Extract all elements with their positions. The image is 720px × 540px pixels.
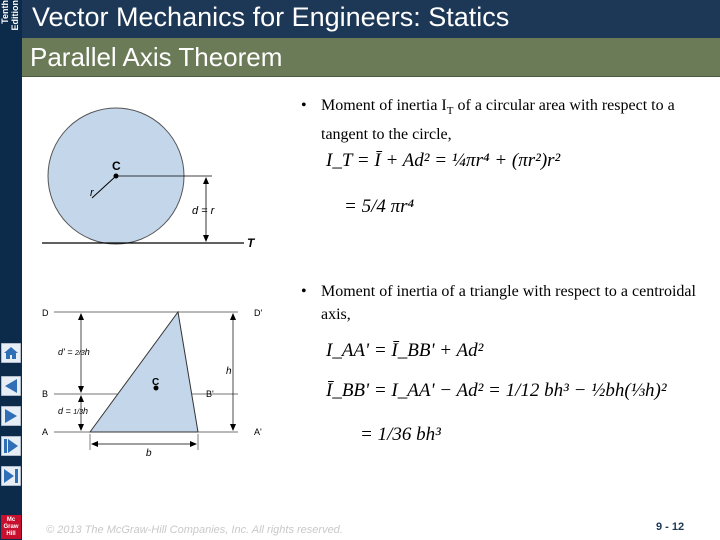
label-base: b <box>146 448 152 458</box>
section-bar <box>22 38 720 77</box>
label-r: r <box>90 187 94 199</box>
label-bp: B' <box>206 389 214 399</box>
logo-text: Mc Graw Hill <box>3 517 19 537</box>
label-d2: d = 1/3h <box>58 406 89 416</box>
label-ap: A' <box>254 427 262 437</box>
bullet-dot: • <box>301 283 307 300</box>
circle-figure <box>36 100 268 252</box>
mcgraw-hill-logo <box>1 515 21 539</box>
bullet-2-text: Moment of inertia of a triangle with respect to a centroidal axis, <box>321 283 696 323</box>
triangle-shape <box>90 312 198 432</box>
bullet-dot: • <box>301 97 307 114</box>
equation-triangle-3: = 1/36 bh³ <box>360 424 441 445</box>
edition-label <box>0 0 22 46</box>
equation-triangle-2: Ī_BB' = I_AA' − Ad² = 1/12 bh³ − ½bh(⅓h)² <box>326 380 667 401</box>
bullet-1-rest: of a circular area with respect to a tangent to the circle, <box>321 97 675 144</box>
label-c: C <box>112 159 121 173</box>
label-d: D <box>42 308 49 318</box>
label-dp: D' <box>254 308 263 318</box>
equation-circle-2: = 5/4 πr⁴ <box>344 196 415 217</box>
bullet-triangle-text <box>301 280 711 326</box>
label-c: C <box>152 377 160 388</box>
title-bar <box>22 0 720 38</box>
section-title: Parallel Axis Theorem <box>30 42 283 72</box>
label-d1: d' = 2/3h <box>58 347 90 357</box>
edition-line-1: Tenth <box>0 0 10 24</box>
label-t: T <box>247 236 255 250</box>
last-icon[interactable] <box>1 466 21 486</box>
bullet-1-sub: T <box>446 105 454 118</box>
edition-line-2: Edition <box>10 0 20 31</box>
equation-circle-1: I_T = Ī + Ad² = ¼πr⁴ + (πr²)r² <box>326 150 561 171</box>
bullet-1-text: Moment of inertia I <box>321 97 447 114</box>
sidebar <box>0 0 22 540</box>
label-a: A <box>42 427 49 437</box>
label-d: d = r <box>192 205 215 217</box>
home-icon[interactable] <box>1 343 21 363</box>
course-title: Vector Mechanics for Engineers: Statics <box>32 2 510 32</box>
copyright: © 2013 The McGraw-Hill Companies, Inc. All rights reserved. <box>46 524 343 536</box>
page-number: 9 - 12 <box>656 521 685 533</box>
triangle-figure <box>38 298 270 458</box>
prev-icon[interactable] <box>1 406 21 426</box>
next-icon[interactable] <box>1 436 21 456</box>
bullet-circle-text <box>301 94 705 146</box>
label-h: h <box>226 366 232 377</box>
centroid-dot <box>114 174 119 179</box>
back-icon[interactable] <box>1 376 21 396</box>
label-b: B <box>42 389 49 399</box>
equation-triangle-1: I_AA' = Ī_BB' + Ad² <box>326 340 484 361</box>
